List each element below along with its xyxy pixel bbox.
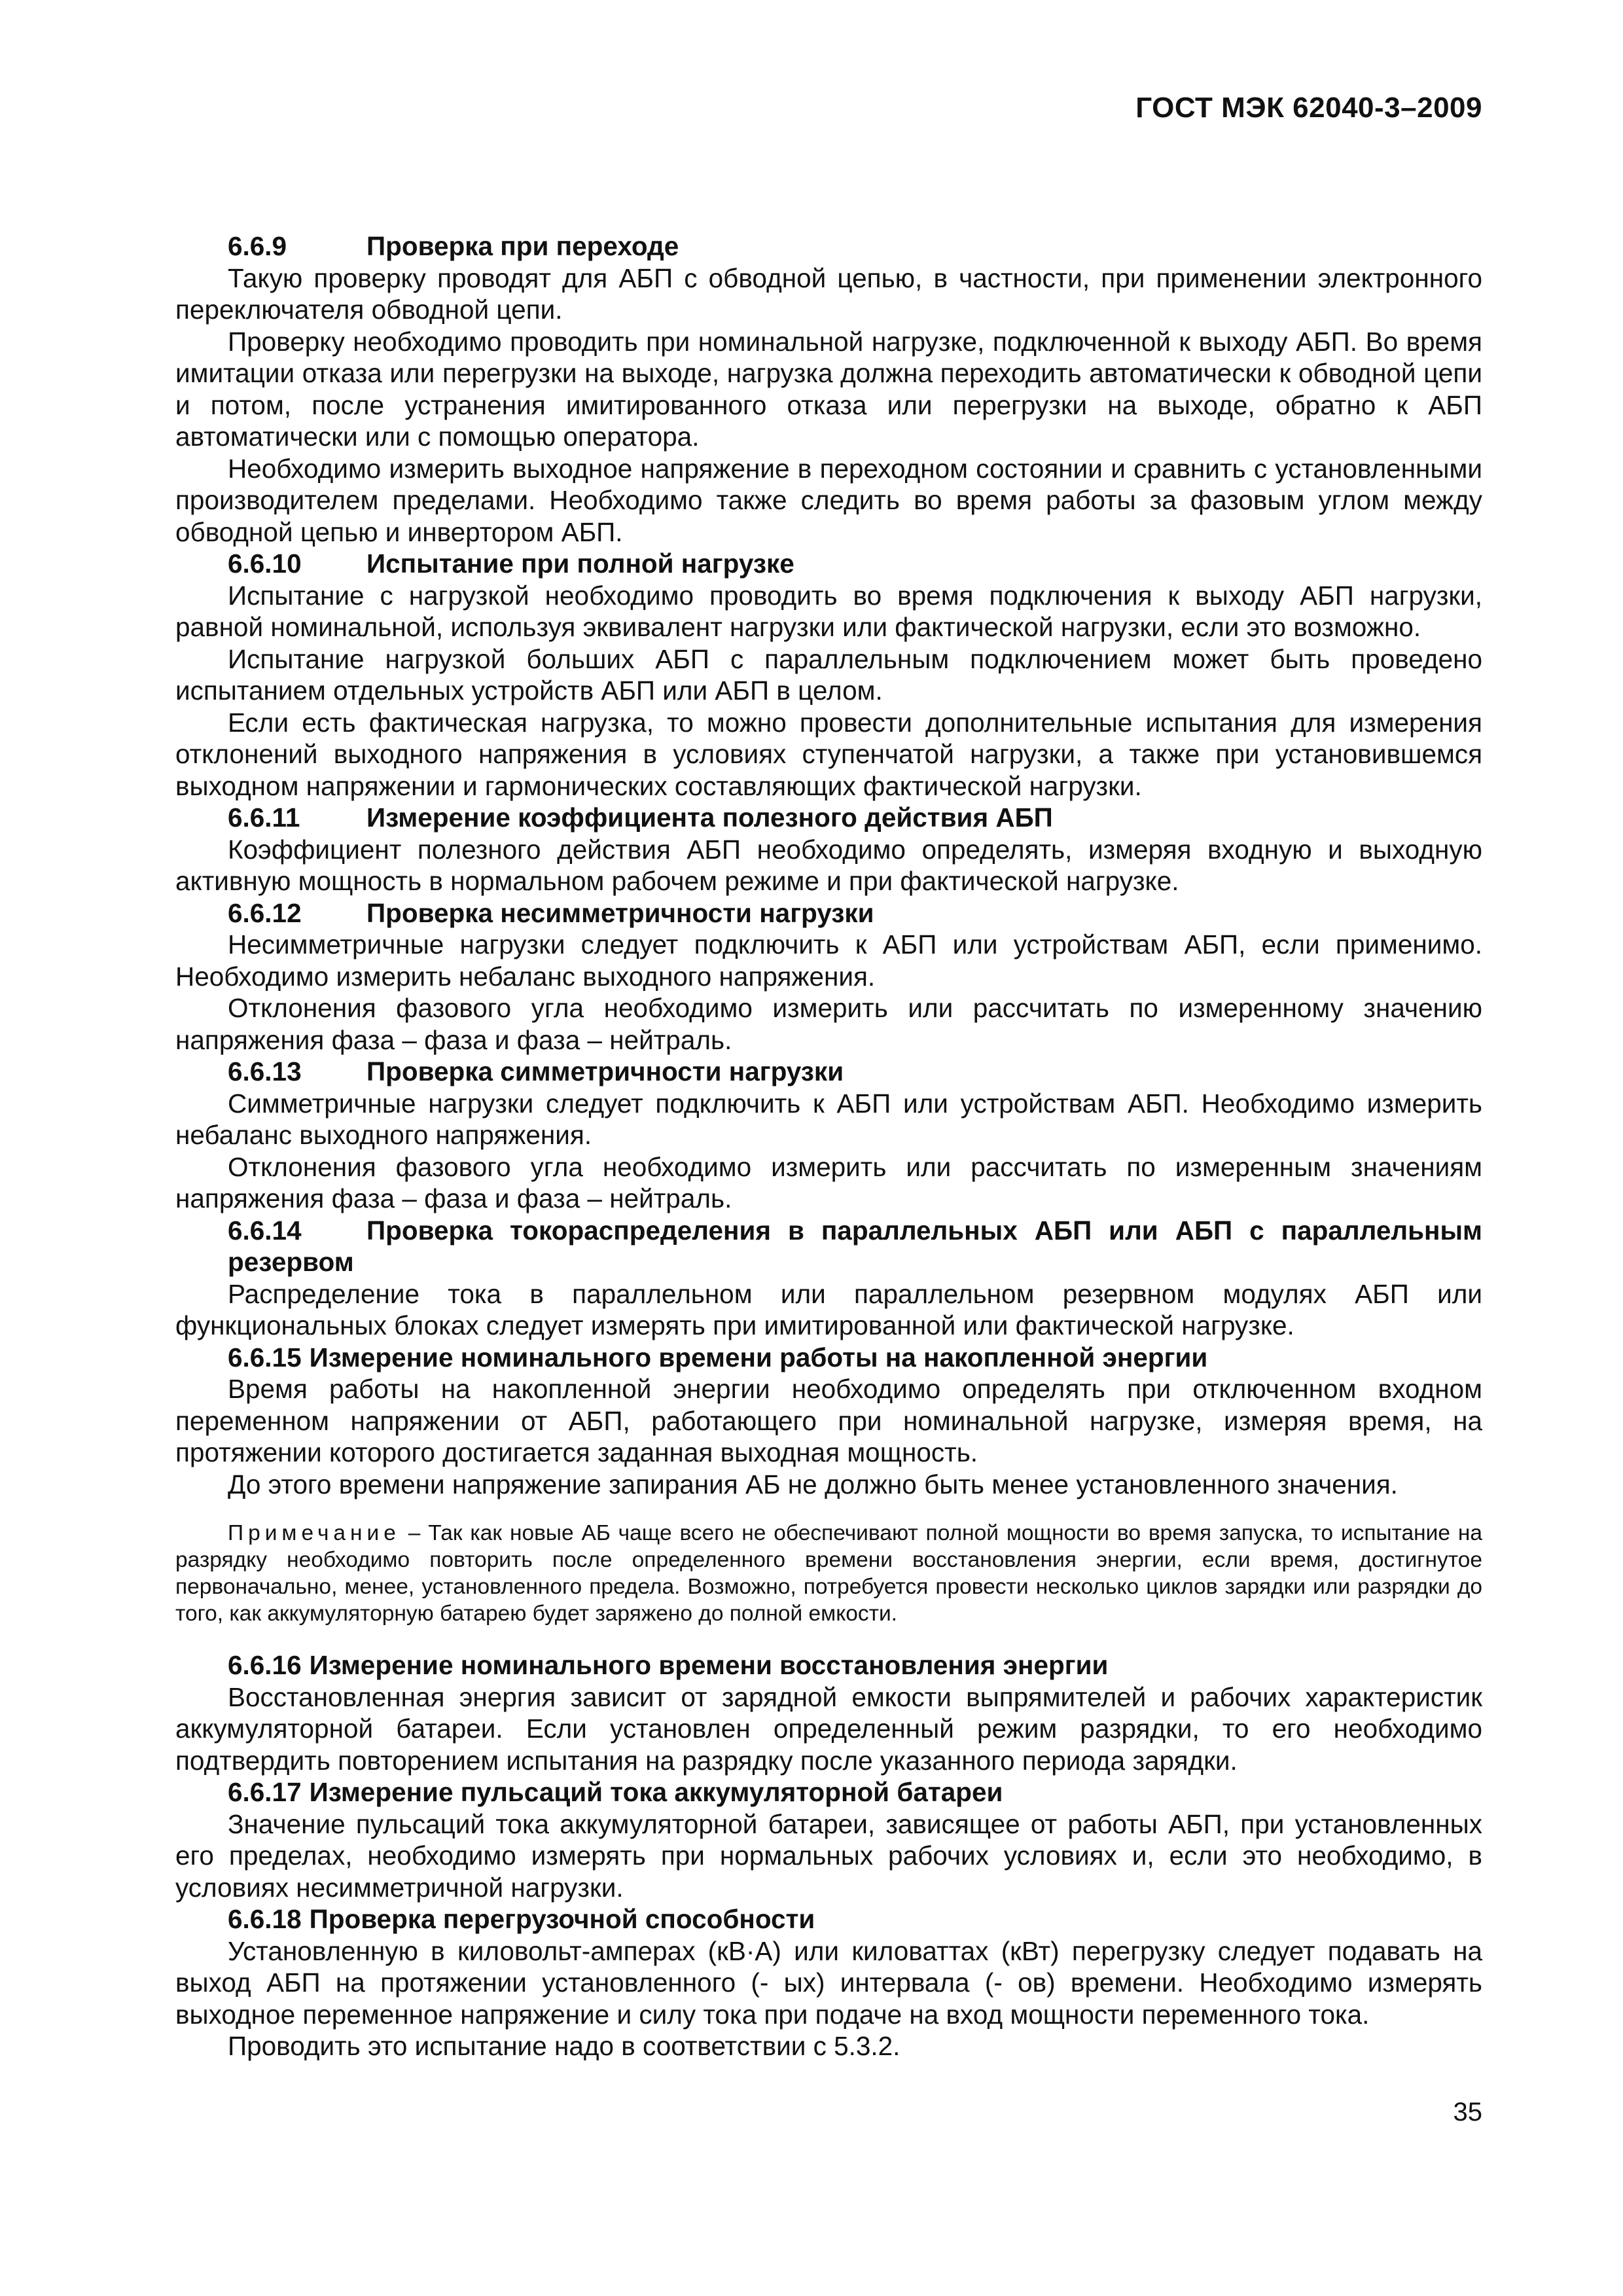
section-heading bbox=[175, 230, 1482, 262]
section-number: 6.6.10 bbox=[228, 548, 302, 579]
paragraph: До этого времени напряжение запирания АБ не должно быть менее установленного значения. bbox=[228, 1469, 1398, 1499]
section-heading bbox=[175, 1215, 1482, 1278]
section-title: Проверка при переходе bbox=[366, 231, 679, 261]
section-title: Испытание при полной нагрузке bbox=[366, 548, 794, 579]
paragraph: Необходимо измерить выходное напряжение в переходном состоянии и сравнить с установленными производителем пределами. Необходимо также следить во время работы за фазовым углом между обводной цепью и инвертором АБП. bbox=[175, 453, 1482, 547]
section-heading bbox=[175, 897, 1482, 929]
section-title: Проверка несимметричности нагрузки bbox=[366, 897, 874, 928]
section-heading bbox=[175, 1776, 1482, 1808]
section-heading bbox=[175, 1056, 1482, 1088]
section-number: 6.6.17 bbox=[228, 1777, 302, 1807]
paragraph: Испытание с нагрузкой необходимо проводить во время подключения к выходу АБП нагрузки, равной номинальной, используя эквивалент нагрузки или фактической нагрузки, если это возможно. bbox=[175, 580, 1482, 642]
paragraph: Такую проверку проводят для АБП с обводной цепью, в частности, при применении электронного переключателя обводной цепи. bbox=[175, 262, 1482, 325]
paragraph: Время работы на накопленной энергии необходимо определять при отключенном входном переменном напряжении от АБП, работающего при номинальной нагрузке, измеряя время, на протяжении которого достигается заданная выходная мощность. bbox=[175, 1374, 1482, 1467]
paragraph: Если есть фактическая нагрузка, то можно провести дополнительные испытания для измерения отклонений выходного напряжения в условиях ступенчатой нагрузки, а также при установившемся выходном напряжении и гармонических составляющих фактической нагрузки. bbox=[175, 707, 1482, 801]
paragraph: Отклонения фазового угла необходимо измерить или рассчитать по измеренному значению напряжения фаза – фаза и фаза – нейтраль. bbox=[175, 993, 1482, 1055]
section-title: Проверка симметричности нагрузки bbox=[366, 1056, 844, 1086]
section-title: Измерение номинального времени работы на накопленной энергии bbox=[309, 1342, 1208, 1372]
section-heading bbox=[175, 802, 1482, 834]
page-number: 35 bbox=[1453, 2098, 1482, 2126]
section-heading bbox=[175, 548, 1482, 580]
section-title: Проверка токораспределения в параллельных АБП или АБП с параллельным резервом bbox=[228, 1215, 1482, 1277]
section-title: Измерение пульсаций тока аккумуляторной батареи bbox=[309, 1777, 1003, 1807]
section-title: Измерение номинального времени восстановления энергии bbox=[309, 1650, 1109, 1680]
paragraph: Значение пульсаций тока аккумуляторной батареи, зависящее от работы АБП, при установленных его пределах, необходимо измерять при нормальных рабочих условиях и, если это необходимо, в условиях несимметричной нагрузки. bbox=[175, 1808, 1482, 1903]
section-number: 6.6.18 bbox=[228, 1904, 302, 1934]
section-number: 6.6.14 bbox=[228, 1215, 302, 1246]
section-heading bbox=[175, 1903, 1482, 1935]
section-heading bbox=[175, 1649, 1482, 1681]
section-number: 6.6.11 bbox=[228, 802, 300, 833]
paragraph: Коэффициент полезного действия АБП необходимо определять, измеряя входную и выходную активную мощность в нормальном рабочем режиме и при фактической нагрузке. bbox=[175, 834, 1482, 896]
paragraph: Испытание нагрузкой больших АБП с параллельным подключением может быть проведено испытанием отдельных устройств АБП или АБП в целом. bbox=[175, 643, 1482, 706]
paragraph: Распределение тока в параллельном или параллельном резервном модулях АБП или функциональных блоках следует измерять при имитированной или фактической нагрузке. bbox=[175, 1278, 1482, 1340]
section-heading bbox=[175, 1342, 1482, 1374]
note-text: – Так как новые АБ чаще всего не обеспечивают полной мощности во время запуска, то испытание на разрядку необходимо повторить после определенного времени восстановления энергии, если время, достигнутое первоначально, менее, установленного предела. Возможно, потребуется провести несколько циклов зарядки или разрядки до того, как аккумуляторную батарею будет заряжено до полной емкости. bbox=[175, 1521, 1482, 1626]
section-title: Проверка перегрузочной способности bbox=[309, 1904, 815, 1934]
section-number: 6.6.15 bbox=[228, 1342, 302, 1372]
paragraph: Восстановленная энергия зависит от зарядной емкости выпрямителей и рабочих характеристик аккумуляторной батареи. Если установлен определенный режим разрядки, то его необходимо подтвердить повторением испытания на разрядку после указанного периода зарядки. bbox=[175, 1681, 1482, 1776]
document-body bbox=[175, 230, 1482, 2062]
section-number: 6.6.16 bbox=[228, 1650, 302, 1680]
document-code-header: ГОСТ МЭК 62040-3–2009 bbox=[1135, 92, 1482, 124]
paragraph: Проводить это испытание надо в соответствии с 5.3.2. bbox=[228, 2031, 901, 2061]
paragraph: Установленную в киловольт-амперах (кВ·А) или киловаттах (кВт) перегрузку следует подавать на выход АБП на протяжении установленного (- ых) интервала (- ов) времени. Необходимо измерять выходное переменное напряжение и силу тока при подаче на вход мощности переменного тока. bbox=[175, 1935, 1482, 2030]
section-number: 6.6.13 bbox=[228, 1056, 302, 1086]
paragraph: Несимметричные нагрузки следует подключить к АБП или устройствам АБП, если применимо. Необходимо измерить небаланс выходного напряжения. bbox=[175, 929, 1482, 992]
paragraph: Симметричные нагрузки следует подключить к АБП или устройствам АБП. Необходимо измерить небаланс выходного напряжения. bbox=[175, 1088, 1482, 1150]
paragraph: Отклонения фазового угла необходимо измерить или рассчитать по измеренным значениям напряжения фаза – фаза и фаза – нейтраль. bbox=[175, 1151, 1482, 1213]
section-title: Измерение коэффициента полезного действия АБП bbox=[366, 802, 1053, 833]
paragraph: Проверку необходимо проводить при номинальной нагрузке, подключенной к выходу АБП. Во время имитации отказа или перегрузки на выходе, нагрузка должна переходить автоматически к обводной цепи и потом, после устранения имитированного отказа или перегрузки на выходе, обратно к АБП автоматически или с помощью оператора. bbox=[175, 326, 1482, 452]
section-number: 6.6.9 bbox=[228, 231, 287, 261]
section-number: 6.6.12 bbox=[228, 897, 302, 928]
note bbox=[175, 1520, 1482, 1627]
note-label: Примечание bbox=[228, 1521, 401, 1545]
